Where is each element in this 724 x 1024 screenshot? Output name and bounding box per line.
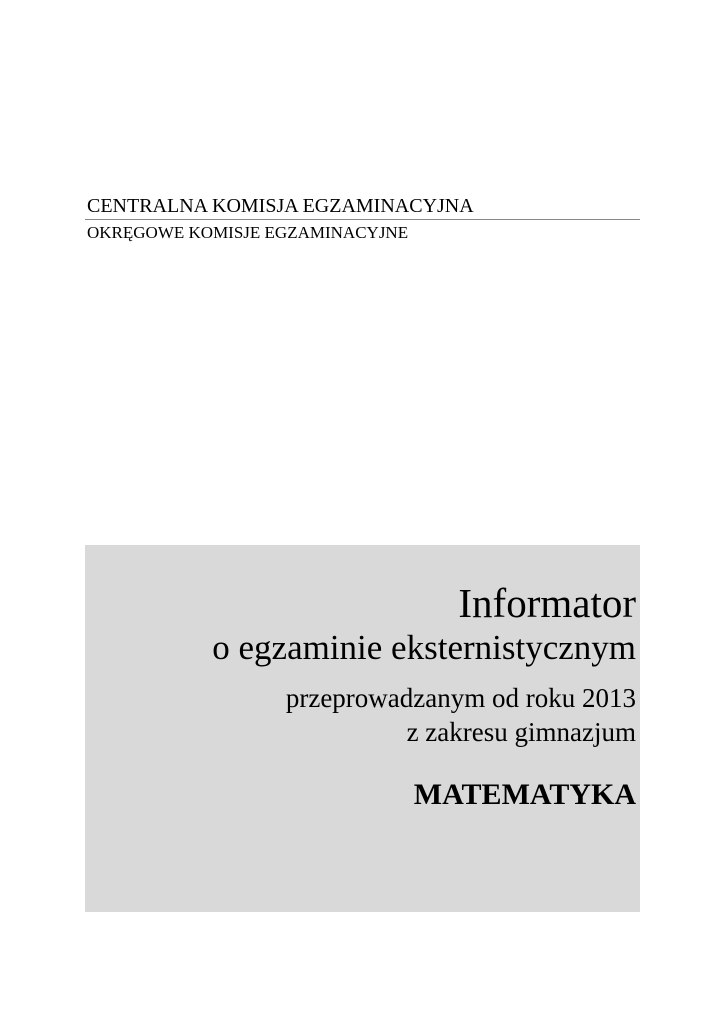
- document-detail-line-2: z zakresu gimnazjum: [406, 717, 636, 747]
- header-divider: [85, 219, 640, 220]
- organization-secondary: OKRĘGOWE KOMISJE EGZAMINACYJNE: [87, 223, 409, 242]
- document-detail-line-1: przeprowadzanym od roku 2013: [285, 683, 636, 713]
- organization-primary: CENTRALNA KOMISJA EGZAMINACYJNA: [87, 195, 474, 217]
- document-subject: MATEMATYKA: [413, 778, 636, 811]
- document-title: Informator: [458, 580, 636, 626]
- title-content: [212, 579, 636, 813]
- document-subtitle: o egzaminie eksternistycznym: [212, 628, 636, 667]
- document-header: [85, 193, 640, 244]
- title-box: [85, 545, 640, 912]
